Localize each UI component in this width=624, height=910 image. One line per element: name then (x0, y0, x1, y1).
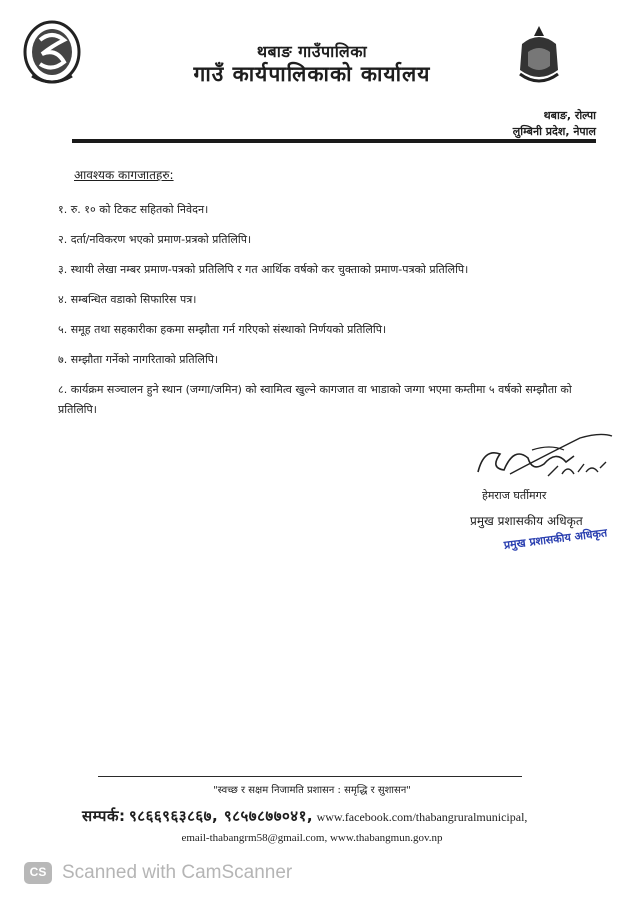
scanned-watermark: Scanned with CamScanner (62, 862, 293, 883)
contact-label: सम्पर्क: (82, 807, 126, 825)
contact-line (82, 806, 527, 826)
requirement-item-7: ७. सम्झौता गर्नेको नागरिताको प्रतिलिपि। (58, 353, 219, 366)
facebook-link[interactable]: www.facebook.com/thabangruralmunicipal, (316, 810, 528, 824)
requirement-item-4: ४. सम्बन्धित वडाको सिफारिस पत्र। (58, 293, 197, 306)
signatory-name: हेमराज घर्तीमगर (482, 489, 547, 502)
org-title: गाउँ कार्यपालिकाको कार्यालय (193, 62, 431, 86)
signatory-title: प्रमुख प्रशासकीय अधिकृत (470, 514, 583, 528)
contact-email-website[interactable]: email-thabangrm58@gmail.com, www.thabangmun.gov.np (181, 832, 443, 844)
requirement-item-1: १. रु. १० को टिकट सहितको निवेदन। (58, 203, 209, 216)
camscanner-logo (24, 862, 52, 884)
address-line-2: लुम्बिनी प्रदेश, नेपाल (512, 125, 596, 138)
footer-motto: "स्वच्छ र सक्षम निजामति प्रशासन : समृद्धि र सुशासन" (213, 785, 411, 796)
requirement-item-5: ५. समूह तथा सहकारीका हकमा सम्झौता गर्न गरिएको संस्थाको निर्णयको प्रतिलिपि। (58, 323, 387, 336)
requirement-item-2: २. दर्ता/नविकरण भएको प्रमाण-प्रत्रको प्रतिलिपि। (58, 233, 252, 246)
requirement-item-8: ८. कार्यक्रम सञ्चालन हुने स्थान (जग्गा/जमिन) को स्वामित्व खुल्ने कागजात वा भाडाको जग्गा भएमा कम्तीमा ५ वर्षको सम्झौता को प्रतिलिपि। (58, 383, 572, 416)
footer-divider (98, 776, 522, 777)
document-heading: आवश्यक कागजातहरु: (74, 168, 174, 182)
contact-phones: ९८६६९६३८६७, ९८५७८७७०४१, (128, 807, 314, 825)
requirement-item-3: ३. स्थायी लेखा नम्बर प्रमाण-पत्रको प्रतिलिपि र गत आर्थिक वर्षको कर चुक्ताको प्रमाण-पत्रको प्रतिलिपि। (58, 263, 469, 276)
header-divider (72, 139, 596, 143)
official-stamp: प्रमुख प्रशासकीय अधिकृत (503, 526, 608, 552)
handwritten-signature (470, 428, 620, 490)
camscanner-badge-text: CS (29, 865, 47, 879)
org-subtitle: थबाङ गाउँपालिका (256, 42, 368, 61)
address-line-1: थबाङ, रोल्पा (543, 109, 596, 122)
